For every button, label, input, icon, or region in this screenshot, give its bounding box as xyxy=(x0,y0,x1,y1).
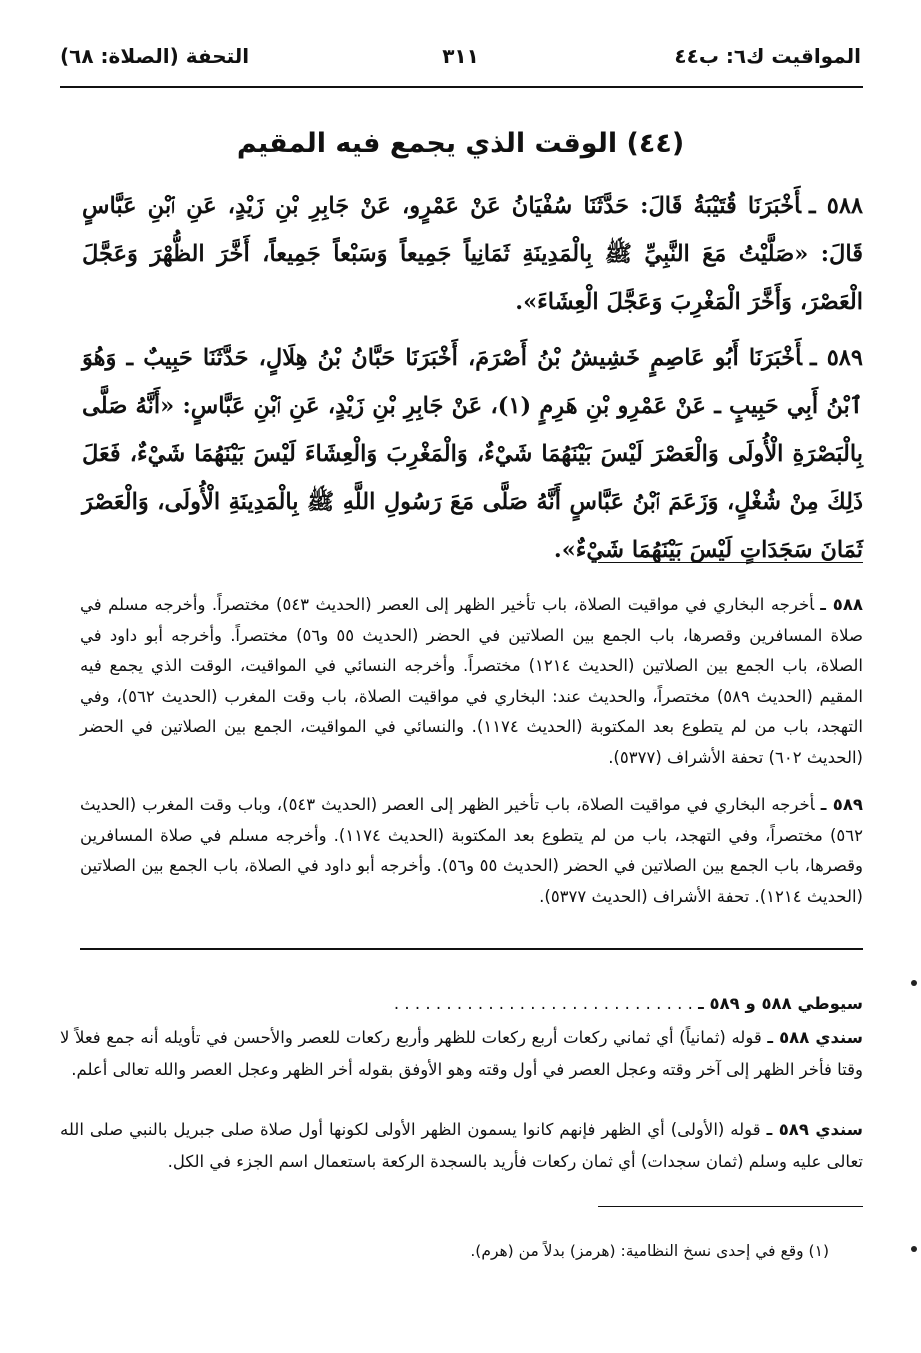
margin-dot xyxy=(911,980,917,986)
header-tuhfa-ref: التحفة (الصلاة: ٦٨) xyxy=(60,44,250,68)
sindi-588 xyxy=(60,1022,863,1086)
hadith-number: ٥٨٩ ـ xyxy=(810,345,863,371)
takhrij-589 xyxy=(80,790,863,912)
sharh-rule xyxy=(80,948,863,950)
suyuti-note xyxy=(60,988,863,1020)
page-number: ٣١١ xyxy=(442,44,479,68)
page-header xyxy=(60,44,861,78)
suyuti-label: سيوطي ٥٨٨ و ٥٨٩ ـ xyxy=(698,994,863,1013)
hadith-589 xyxy=(82,334,863,574)
hadith-text: أَخْبَرَنَا أَبُو عَاصِمٍ خَشِيشُ بْنُ أَصْرَمَ، أَخْبَرَنَا حَبَّانُ بْنُ هِلَالٍ، حَدَّثَنَا حَبِيبٌ ـ وَهُوَ ٱبْنُ أَبِي حَبِيبٍ ـ عَنْ عَمْرِو بْنِ هَرِمٍ (١)، عَنْ جَابِرِ بْنِ زَيْدٍ، عَنِ ٱبْنِ عَبَّاسٍ: «أَنَّهُ صَلَّى بِالْبَصْرَةِ الْأُولَى وَالْعَصْرَ لَيْسَ بَيْنَهُمَا شَيْءٌ، وَالْمَغْرِبَ وَالْعِشَاءَ لَيْسَ بَيْنَهُمَا شَيْءٌ، فَعَلَ ذَلِكَ مِنْ شُغْلٍ، وَزَعَمَ ٱبْنُ عَبَّاسٍ أَنَّهُ صَلَّى مَعَ رَسُولِ اللَّهِ ﷺ بِالْمَدِينَةِ الْأُولَى، وَالْعَصْرَ ثَمَانَ سَجَدَاتٍ لَيْسَ بَيْنَهُمَا شَيْءٌ». xyxy=(82,345,863,563)
variant-footnote: (١) وقع في إحدى نسخ النظامية: (هرمز) بدلاً من (هرم). xyxy=(470,1242,829,1260)
section-title: (٤٤) الوقت الذي يجمع فيه المقيم xyxy=(236,128,685,159)
takhrij-text: أخرجه البخاري في مواقيت الصلاة، باب تأخير الظهر إلى العصر (الحديث ٥٤٣) مختصراً. وأخرجه مسلم في صلاة المسافرين وقصرها، باب الجمع بين الصلاتين في الحضر (الحديث ٥٥ و٥٦) مختصراً. وأخرجه أبو داود في الصلاة، باب الجمع بين الصلاتين (الحديث ١٢١٤) مختصراً. وأخرجه النسائي في المواقيت، الوقت الذي يجمع فيه المقيم (الحديث ٥٨٩) مختصراً، والحديث عند: البخاري في مواقيت الصلاة، باب وقت المغرب (الحديث ٥٦٢)، وفي التهجد، باب من لم يتطوع بعد المكتوبة (الحديث ١١٧٤). والنسائي في المواقيت، الجمع بين الصلاتين في الحضر (الحديث ٦٠٢) تحفة الأشراف (٥٣٧٧). xyxy=(80,595,864,767)
hadith-588 xyxy=(82,182,863,326)
header-chapter-ref: المواقيت ك٦: ب٤٤ xyxy=(674,44,861,68)
sindi-text: قوله (ثمانياً) أي ثماني ركعات أربع ركعات للظهر وأربع ركعات للعصر والأحسن في تأويله أنه جمع فعلاً لا وقتا فأخر الظهر إلى آخر وقته وعجل العصر في أول وقته وهو الأوفق بقوله أخر الظهر وعجل العصر والله تعالى أعلم. xyxy=(60,1028,863,1079)
footnote-separator xyxy=(598,562,863,563)
sindi-label: سندي ٥٨٩ ـ xyxy=(766,1120,864,1139)
takhrij-text: أخرجه البخاري في مواقيت الصلاة، باب تأخير الظهر إلى العصر (الحديث ٥٤٣)، وباب وقت المغرب (الحديث ٥٦٢) مختصراً، وفي التهجد، باب من لم يتطوع بعد المكتوبة (الحديث ١١٧٤). وأخرجه مسلم في صلاة المسافرين وقصرها، باب الجمع بين الصلاتين في الحضر (الحديث ٥٥ و٥٦). وأخرجه أبو داود في الصلاة، باب الجمع بين الصلاتين (الحديث ١٢١٤). تحفة الأشراف (الحديث ٥٣٧٧). xyxy=(80,795,864,906)
sindi-label: سندي ٥٨٨ ـ xyxy=(767,1028,864,1047)
margin-dot xyxy=(911,1246,917,1252)
suyuti-dots: . . . . . . . . . . . . . . . . . . . . . . . . . . . . . xyxy=(393,994,693,1013)
header-rule xyxy=(60,86,863,88)
sindi-text: قوله (الأولى) أي الظهر فإنهم كانوا يسمون الظهر الأولى لكونها أول صلاة صلى جبريل بالنبي صلى الله تعالى عليه وسلم (ثمان سجدات) أي ثمان ركعات فأريد بالسجدة الركعة باستعمال اسم الجزء في الكل. xyxy=(60,1120,863,1171)
hadith-text: أَخْبَرَنَا قُتَيْبَةُ قَالَ: حَدَّثَنَا سُفْيَانُ عَنْ عَمْرٍو، عَنْ جَابِرِ بْنِ زَيْدٍ، عَنِ ٱبْنِ عَبَّاسٍ قَالَ: «صَلَّيْتُ مَعَ النَّبِيِّ ﷺ بِالْمَدِينَةِ ثَمَانِياً جَمِيعاً وَسَبْعاً جَمِيعاً، أَخَّرَ الظُّهْرَ وَعَجَّلَ الْعَصْرَ، وَأَخَّرَ الْمَغْرِبَ وَعَجَّلَ الْعِشَاءَ». xyxy=(82,193,863,315)
takhrij-588 xyxy=(80,590,863,773)
variant-note-separator xyxy=(598,1206,863,1207)
hadith-number: ٥٨٨ ـ xyxy=(808,193,863,219)
sindi-589 xyxy=(60,1114,863,1178)
takhrij-number: ٥٨٨ ـ xyxy=(820,595,863,614)
takhrij-number: ٥٨٩ ـ xyxy=(820,795,863,814)
